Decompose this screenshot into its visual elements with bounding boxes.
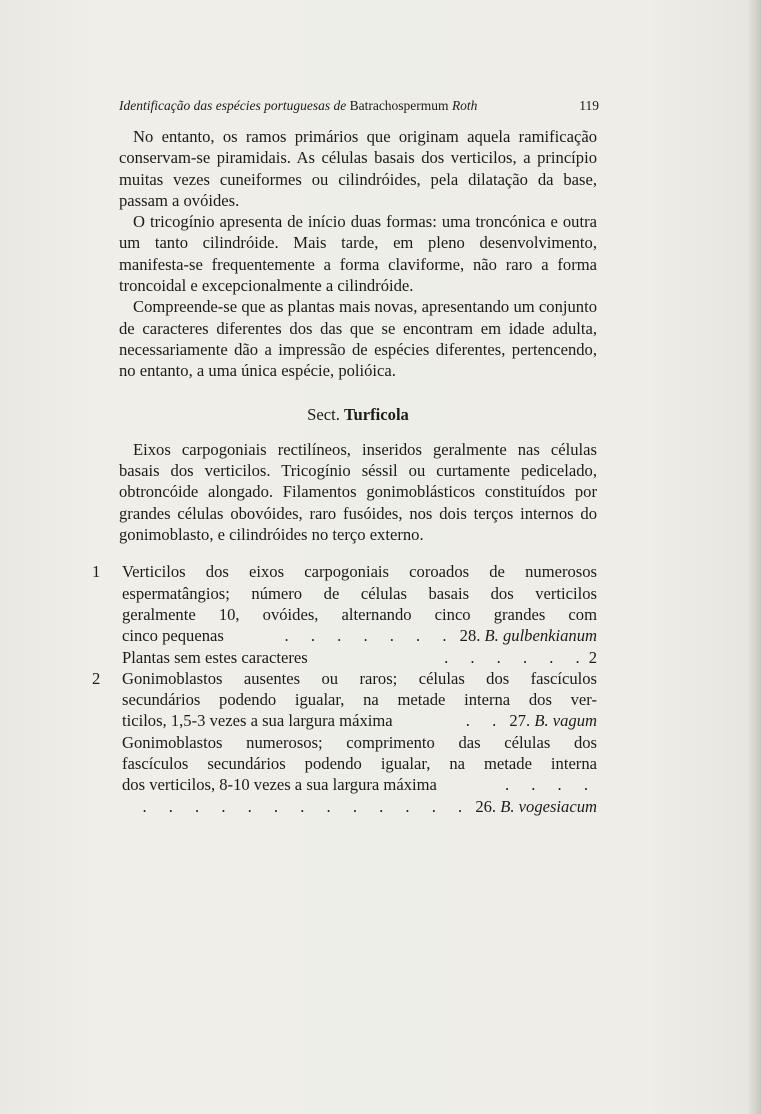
key-line — [119, 753, 597, 774]
key-reference: 2 — [588, 647, 597, 667]
leader-dots: . . . . — [504, 775, 597, 795]
section-heading — [119, 404, 597, 425]
species-name: B. vagum — [534, 711, 597, 731]
key-text: espermatângios; número de células basais dos verticilos — [122, 583, 597, 603]
species-name: B. vogesiacum — [500, 796, 597, 816]
key-line — [92, 561, 597, 582]
leader-dots: . . — [465, 711, 506, 731]
header-title: Identificação das espécies portuguesas de — [119, 98, 347, 113]
key-line — [119, 689, 597, 710]
key-text: cinco pequenas — [122, 626, 224, 646]
key-result — [455, 625, 597, 646]
key-number: 1 — [92, 562, 101, 582]
paragraph: O tricogínio apresenta de início duas formas: uma troncónica e outra um tanto cilindróide. Mais tarde, em pleno desenvolvimento, manifesta-se frequentemente a forma claviforme, não raro a forma troncoidal e excepcionalmente a cilindróide. — [119, 212, 597, 296]
section-prefix: Sect. — [307, 404, 340, 424]
page-edge-shadow — [747, 0, 761, 1114]
paragraph: Eixos carpogoniais rectilíneos, inseridos geralmente nas células basais dos verticilos. Tricogínio séssil ou curtamente pedicelado, obtroncóide alongado. Filamentos gonimoblásticos constituídos por grandes células obovóides, raro fusóides, nos dois terços internos do gonimoblasto, e cilindróides no terço externo. — [119, 439, 597, 545]
key-line — [119, 647, 597, 668]
header-genus: Batrachospermum — [349, 98, 449, 113]
key-text: Gonimoblastos ausentes ou raros; células dos fascículos — [122, 668, 597, 688]
running-header — [119, 97, 599, 115]
key-line — [92, 668, 597, 689]
key-line — [119, 732, 597, 753]
key-text: Plantas sem estes caracteres — [122, 647, 308, 667]
key-result — [505, 710, 597, 731]
body-text — [92, 126, 597, 817]
key-line — [119, 774, 597, 795]
key-line — [119, 796, 597, 817]
paragraph: No entanto, os ramos primários que originam aquela ramificação conservam-se piramidais. As células basais dos verticilos, a princípio muitas vezes cuneiformes ou cilindróides, pela dilatação da base, passam a ovóides. — [119, 127, 597, 210]
page-number: 119 — [579, 98, 599, 113]
key-result — [471, 796, 597, 817]
species-number: 28. — [459, 626, 481, 646]
key-text: secundários podendo igualar, na metade interna dos ver- — [122, 690, 597, 710]
leader-dots: . . . . . . . . . . . . . — [142, 796, 472, 816]
paragraph: Compreende-se que as plantas mais novas, apresentando um conjunto de caracteres diferentes dos das que se encontram em idade adulta, necessariamente dão a impressão de espécies diferentes, pertencendo, no entanto, a uma única espécie, polióica. — [119, 297, 597, 381]
key-text: Verticilos dos eixos carpogoniais coroados de numerosos — [122, 562, 597, 582]
species-name: B. gulbenkianum — [484, 626, 597, 646]
key-text: fascículos secundários podendo igualar, na metade interna — [122, 754, 597, 774]
leader-dots: . . . . . . . — [284, 626, 456, 646]
header-author: Roth — [451, 98, 478, 113]
leader-dots: . . . . . . — [444, 647, 589, 667]
key-text: Gonimoblastos numerosos; comprimento das células dos — [122, 732, 597, 752]
key-text: dos verticilos, 8-10 vezes a sua largura máxima — [122, 775, 437, 795]
species-number: 26. — [475, 796, 497, 816]
identification-key — [92, 561, 597, 817]
key-line — [119, 604, 597, 625]
key-line — [119, 710, 597, 731]
key-text: geralmente 10, ovóides, alternando cinco grandes com — [122, 604, 597, 624]
section-name: Turficola — [344, 404, 409, 424]
species-number: 27. — [509, 711, 531, 731]
key-line — [119, 625, 597, 646]
key-number: 2 — [92, 668, 101, 688]
key-text: ticilos, 1,5-3 vezes a sua largura máxima — [122, 711, 393, 731]
key-line — [119, 583, 597, 604]
